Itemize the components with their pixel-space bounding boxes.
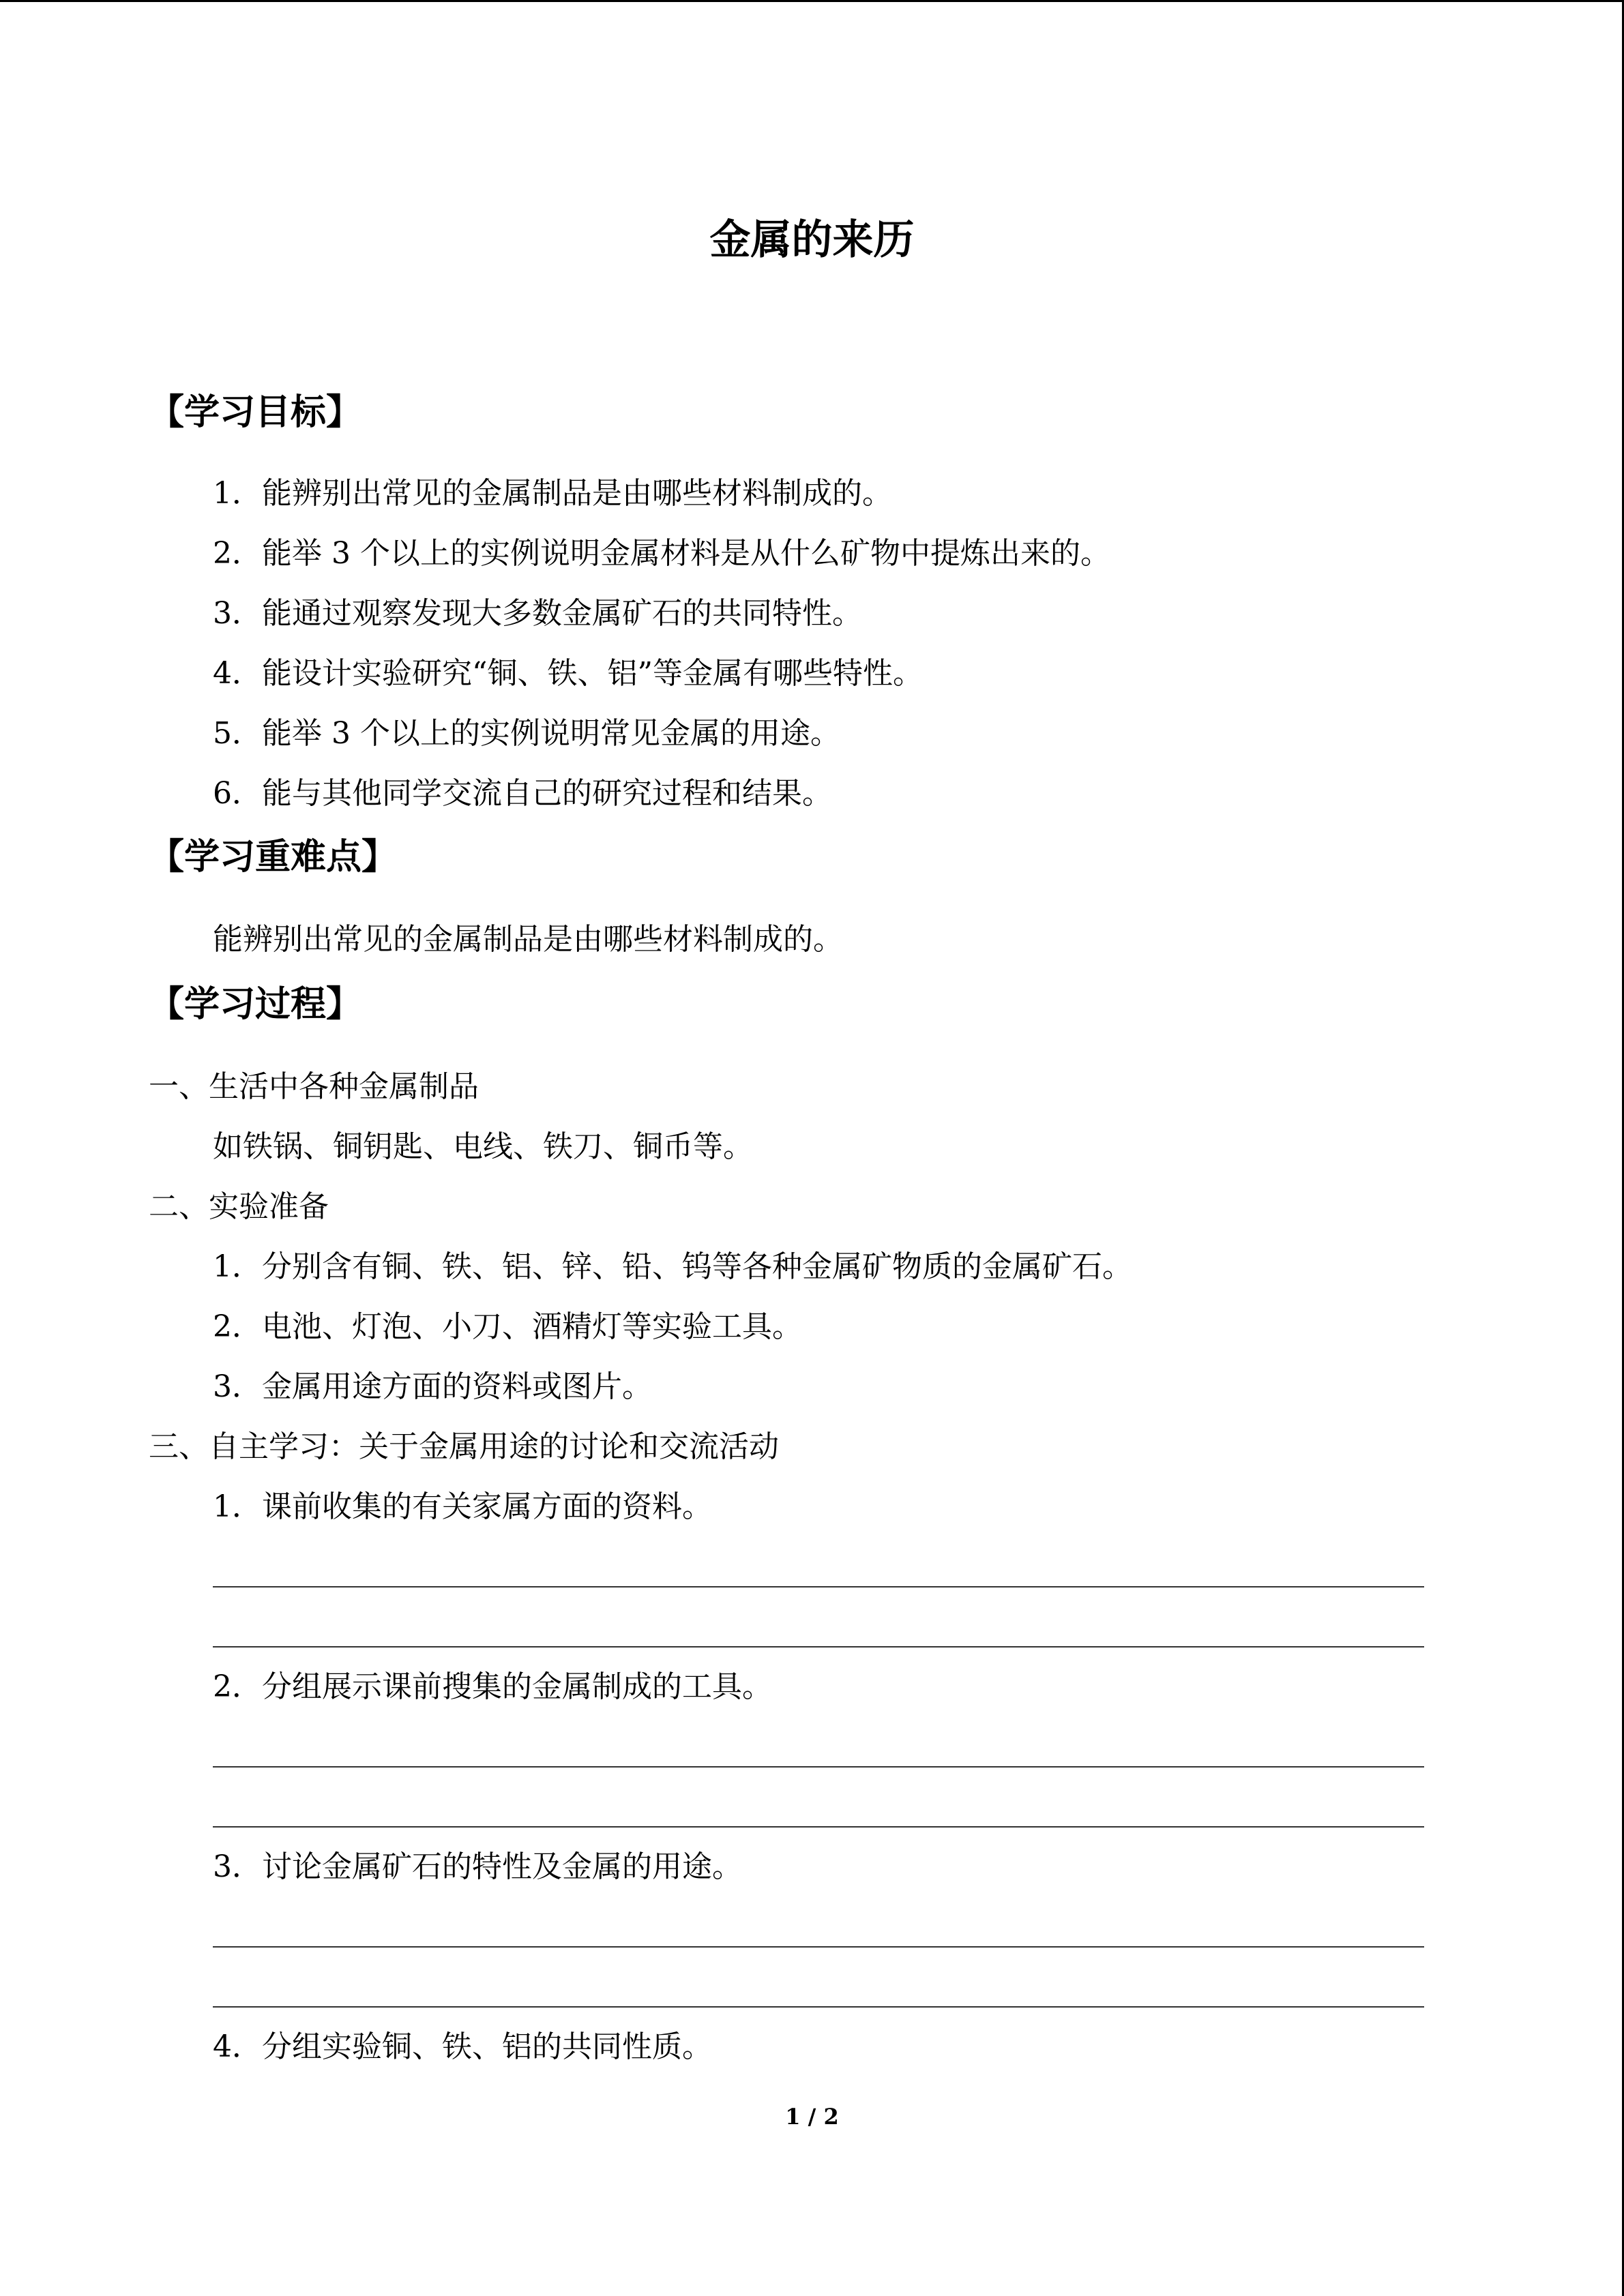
heading-learning-process: 【学习过程】 [149,984,362,1025]
goal-item-3: 3．能通过观察发现大多数金属矿石的共同特性。 [213,596,862,631]
answer-line [213,1766,1424,1768]
goal-item-2: 2．能举 3 个以上的实例说明金属材料是从什么矿物中提炼出来的。 [213,536,1110,571]
part3-item-2: 2．分组展示课前搜集的金属制成的工具。 [213,1669,772,1704]
part1-text: 如铁锅、铜钥匙、电线、铁刀、铜币等。 [213,1129,753,1164]
page-border-top [0,0,1624,2]
answer-line [213,2006,1424,2008]
part3-title: 三、自主学习：关于金属用途的讨论和交流活动 [149,1429,779,1464]
part2-title: 二、实验准备 [149,1189,329,1224]
answer-line [213,1646,1424,1648]
goal-item-5: 5．能举 3 个以上的实例说明常见金属的用途。 [213,716,840,751]
page-number: 1 / 2 [785,2104,839,2130]
key-points-text: 能辨别出常见的金属制品是由哪些材料制成的。 [213,922,843,957]
document-title: 金属的来历 [709,216,915,264]
answer-line [213,1826,1424,1828]
part2-item-2: 2．电池、灯泡、小刀、酒精灯等实验工具。 [213,1309,802,1344]
answer-line [213,1946,1424,1948]
heading-learning-goals: 【学习目标】 [149,392,362,433]
goal-item-1: 1．能辨别出常见的金属制品是由哪些材料制成的。 [213,476,892,511]
goal-item-6: 6．能与其他同学交流自己的研究过程和结果。 [213,776,832,811]
part3-item-3: 3．讨论金属矿石的特性及金属的用途。 [213,1849,742,1884]
goal-item-4: 4．能设计实验研究“铜、铁、铝”等金属有哪些特性。 [213,656,923,691]
part3-item-4: 4．分组实验铜、铁、铝的共同性质。 [213,2029,712,2064]
part2-item-1: 1．分别含有铜、铁、铝、锌、铅、钨等各种金属矿物质的金属矿石。 [213,1249,1132,1284]
heading-key-points: 【学习重难点】 [149,837,398,878]
part3-item-1: 1．课前收集的有关家属方面的资料。 [213,1489,712,1524]
answer-line [213,1586,1424,1587]
part2-item-3: 3．金属用途方面的资料或图片。 [213,1369,652,1404]
part1-title: 一、生活中各种金属制品 [149,1069,479,1104]
